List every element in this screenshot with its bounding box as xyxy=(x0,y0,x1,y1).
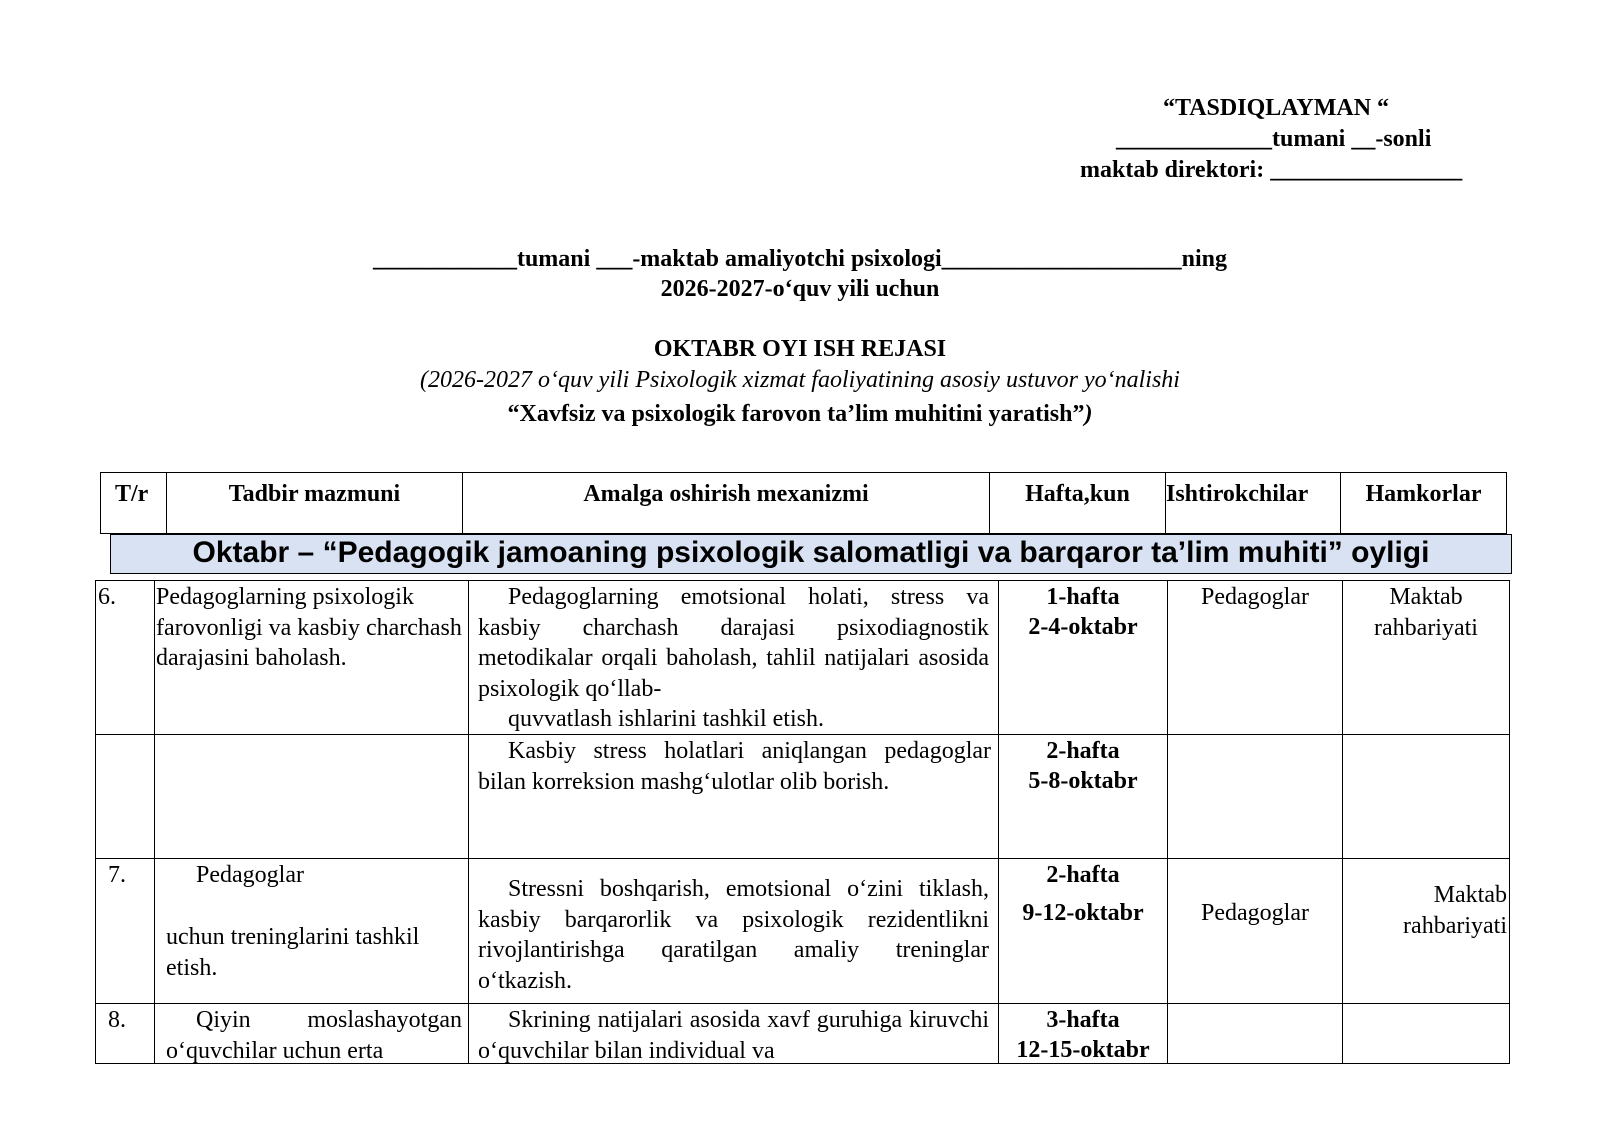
row-participants: Pedagoglar xyxy=(1201,900,1309,926)
row-days: 5-8-oktabr xyxy=(1028,768,1138,794)
header-cell-mechanism: Amalga oshirish mexanizmi xyxy=(463,473,990,533)
row-week: 1-hafta xyxy=(1046,584,1120,610)
document-title-line1: ____________tumani ___-maktab amaliyotchi psixologi____________________ning xyxy=(372,246,1228,272)
row-mechanism: Stressni boshqarish, emotsional o‘zini tiklash, kasbiy barqarorlik va psixologik rezidentlikni rivojlantirishga qaratilgan amaliy treninglar o‘tkazish. xyxy=(478,876,989,994)
grid-line xyxy=(95,858,1510,859)
plan-motto-text: “Xavfsiz va psixologik farovon ta’lim muhitini yaratish” xyxy=(507,401,1085,427)
row-number: 7. xyxy=(108,862,126,888)
header-cell-num: T/r xyxy=(101,473,167,533)
row-mechanism: Kasbiy stress holatlari aniqlangan pedagoglar bilan korreksion mashg‘ulotlar olib borish. xyxy=(478,738,991,795)
row-mechanism: Skrining natijalari asosida xavf guruhiga kiruvchi o‘quvchilar bilan individual va xyxy=(478,1007,989,1064)
grid-line xyxy=(154,580,155,1064)
row-partners: Maktab rahbariyati xyxy=(1403,882,1507,939)
document-title-line2: 2026-2027-o‘quv yili uchun xyxy=(660,276,940,302)
grid-line xyxy=(998,580,999,1064)
row-mechanism: Pedagoglarning emotsional holati, stress va kasbiy charchash darajasi psixodiagnostik metodikalar orqali baholash, tahlil natijalari asosida psixologik qo‘llab- xyxy=(478,584,989,702)
plan-motto xyxy=(0,401,1600,428)
row-mechanism-tail: quvvatlash ishlarini tashkil etish. xyxy=(508,706,824,732)
row-days: 2-4-oktabr xyxy=(1028,614,1138,640)
row-content: Pedagoglarning psixologik farovonligi va kasbiy charchash darajasini baholash. xyxy=(156,584,462,671)
grid-line xyxy=(1167,580,1168,1064)
row-content: Pedagoglar xyxy=(196,862,304,888)
row-week: 2-hafta xyxy=(1046,738,1120,764)
grid-line xyxy=(95,580,96,1064)
approval-heading: “TASDIQLAYMAN “ xyxy=(1163,95,1390,121)
grid-line xyxy=(95,580,1510,581)
plan-table-body xyxy=(95,580,1510,1064)
row-number: 6. xyxy=(98,584,116,610)
grid-line xyxy=(1342,580,1343,1064)
header-cell-content: Tadbir mazmuni xyxy=(167,473,463,533)
row-number: 8. xyxy=(108,1007,126,1033)
plan-motto-paren: ) xyxy=(1084,401,1093,427)
header-cell-week: Hafta,kun xyxy=(990,473,1166,533)
row-days: 9-12-oktabr xyxy=(1022,900,1144,926)
row-week: 3-hafta xyxy=(1046,1007,1120,1033)
row-content-continued: uchun treninglarini tashkil etish. xyxy=(166,924,420,981)
plan-subtitle: (2026-2027 o‘quv yili Psixologik xizmat faoliyatining asosiy ustuvor yo‘nalishi xyxy=(420,367,1180,393)
grid-line xyxy=(468,580,469,1064)
table-header xyxy=(100,472,1507,534)
month-theme-banner: Oktabr – “Pedagogik jamoaning psixologik salomatligi va barqaror ta’lim muhiti” oyligi xyxy=(110,534,1512,574)
header-cell-partners: Hamkorlar xyxy=(1365,481,1482,507)
row-participants: Pedagoglar xyxy=(1201,584,1309,610)
approval-district-line: _____________tumani __-sonli xyxy=(1116,126,1432,152)
row-days: 12-15-oktabr xyxy=(1016,1037,1150,1063)
row-partners: Maktab rahbariyati xyxy=(1374,584,1478,641)
grid-line xyxy=(1509,580,1510,1064)
plan-title: OKTABR OYI ISH REJASI xyxy=(653,336,947,362)
approval-director-line: maktab direktori: ________________ xyxy=(1080,157,1463,183)
header-cell-participants: Ishtirokchilar xyxy=(1166,473,1341,533)
grid-line xyxy=(95,1003,1510,1004)
row-week: 2-hafta xyxy=(1046,862,1120,888)
row-content: Qiyin moslashayotgan o‘quvchilar uchun erta xyxy=(166,1007,462,1064)
